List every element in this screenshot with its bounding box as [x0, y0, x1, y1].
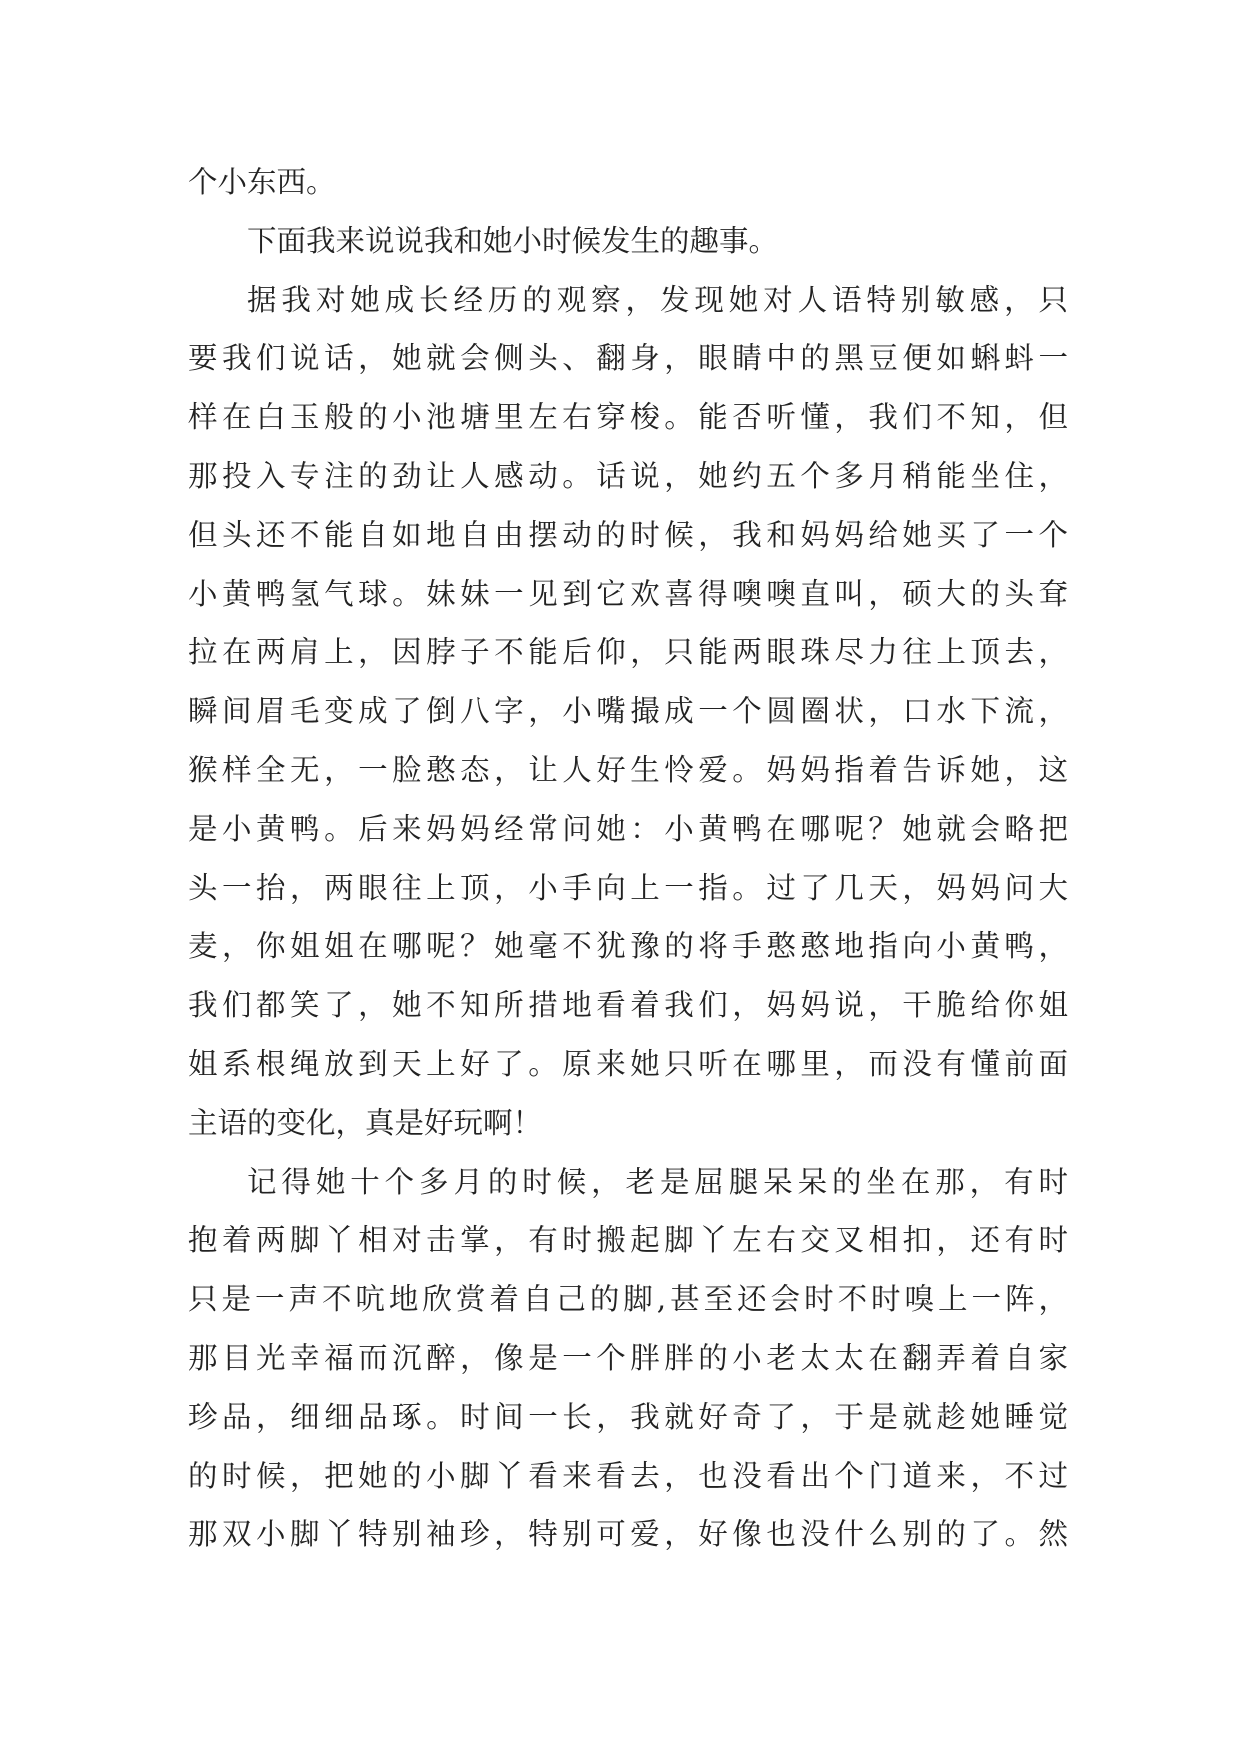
text-line: 是小黄鸭。后来妈妈经常问她：小黄鸭在哪呢？她就会略把	[188, 811, 1068, 846]
text-line: 要我们说话，她就会侧头、翻身，眼睛中的黑豆便如蝌蚪一	[188, 341, 1068, 376]
body-text	[188, 153, 1068, 1564]
text-line: 头一抬，两眼往上顶，小手向上一指。过了几天，妈妈问大	[188, 870, 1068, 905]
text-line: 小黄鸭氢气球。妹妹一见到它欢喜得噢噢直叫，硕大的头耷	[188, 576, 1068, 611]
text-line: 那目光幸福而沉醉，像是一个胖胖的小老太太在翻弄着自家	[188, 1340, 1068, 1375]
text-line: 只是一声不吭地欣赏着自己的脚,甚至还会时不时嗅上一阵，	[188, 1282, 1068, 1317]
text-line: 记得她十个多月的时候，老是屈腿呆呆的坐在那，有时	[247, 1164, 1068, 1199]
text-line: 麦，你姐姐在哪呢？她毫不犹豫的将手憨憨地指向小黄鸭，	[188, 929, 1068, 964]
text-line: 猴样全无，一脸憨态，让人好生怜爱。妈妈指着告诉她，这	[188, 752, 1068, 787]
text-line: 的时候，把她的小脚丫看来看去，也没看出个门道来，不过	[188, 1458, 1068, 1493]
text-line: 那投入专注的劲让人感动。话说，她约五个多月稍能坐住，	[188, 458, 1068, 493]
text-line: 瞬间眉毛变成了倒八字，小嘴撮成一个圆圈状，口水下流，	[188, 694, 1068, 729]
text-line: 样在白玉般的小池塘里左右穿梭。能否听懂，我们不知，但	[188, 400, 1068, 435]
text-line: 个小东西。	[188, 165, 336, 199]
text-line: 抱着两脚丫相对击掌，有时搬起脚丫左右交叉相扣，还有时	[188, 1223, 1068, 1258]
text-line: 拉在两肩上，因脖子不能后仰，只能两眼珠尽力往上顶去，	[188, 635, 1068, 670]
text-line: 我们都笑了，她不知所措地看着我们，妈妈说，干脆给你姐	[188, 988, 1068, 1023]
text-line: 下面我来说说我和她小时候发生的趣事。	[247, 223, 779, 258]
text-line: 姐系根绳放到天上好了。原来她只听在哪里，而没有懂前面	[188, 1046, 1068, 1081]
text-line: 但头还不能自如地自由摆动的时候，我和妈妈给她买了一个	[188, 517, 1068, 552]
text-line: 珍品，细细品琢。时间一长，我就好奇了，于是就趁她睡觉	[188, 1399, 1068, 1434]
text-line: 那双小脚丫特别袖珍，特别可爱，好像也没什么别的了。然	[188, 1517, 1068, 1552]
text-line: 据我对她成长经历的观察，发现她对人语特别敏感，只	[247, 282, 1068, 317]
text-line: 主语的变化，真是好玩啊！	[188, 1105, 543, 1140]
